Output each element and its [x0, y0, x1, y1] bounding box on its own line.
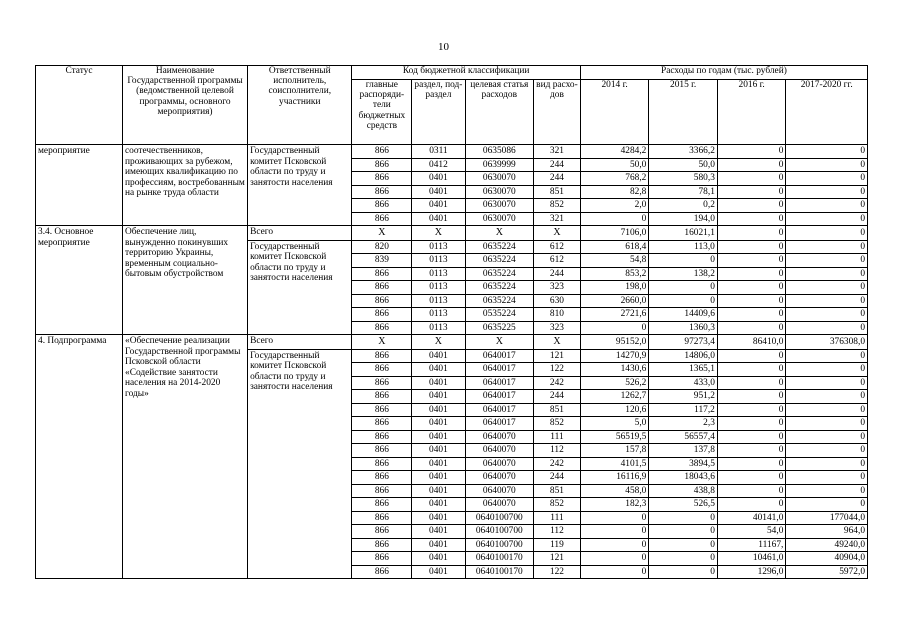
table-cell: 0	[717, 417, 786, 431]
table-cell: 866	[352, 390, 412, 404]
table-cell: 1430,6	[580, 363, 649, 377]
table-cell: 866	[352, 538, 412, 552]
table-cell: 0401	[412, 565, 465, 579]
table-cell: 0640070	[465, 430, 534, 444]
table-cell: 323	[534, 321, 581, 335]
table-cell: 10461,0	[717, 552, 786, 566]
total-cell: X	[534, 335, 581, 350]
table-body	[36, 145, 868, 579]
table-cell: 0	[717, 349, 786, 363]
table-cell: 0630070	[465, 172, 534, 186]
table-cell: 0	[786, 457, 868, 471]
table-cell: 0	[580, 212, 649, 226]
table-cell: 40141,0	[717, 511, 786, 525]
table-cell: 0	[649, 281, 718, 295]
table-cell: 851	[534, 403, 581, 417]
table-cell: 0	[786, 349, 868, 363]
table-cell: 0	[717, 390, 786, 404]
table-cell: 111	[534, 430, 581, 444]
table-cell: 866	[352, 484, 412, 498]
table-cell: 851	[534, 185, 581, 199]
table-cell: 866	[352, 349, 412, 363]
table-cell: 0	[649, 565, 718, 579]
table-cell: 2721,6	[580, 308, 649, 322]
table-cell: 0635224	[465, 254, 534, 268]
table-cell: 612	[534, 254, 581, 268]
table-cell: 0640100700	[465, 538, 534, 552]
table-cell: 120,6	[580, 403, 649, 417]
header-2016: 2016 г.	[717, 79, 786, 144]
table-cell: 0635225	[465, 321, 534, 335]
table-cell: 866	[352, 294, 412, 308]
table-cell: 0	[786, 158, 868, 172]
table-cell: 182,3	[580, 498, 649, 512]
table-cell: 16116,9	[580, 471, 649, 485]
table-cell: 0401	[412, 498, 465, 512]
table-cell: 0635086	[465, 145, 534, 159]
table-cell: 0	[717, 158, 786, 172]
table-cell: 157,8	[580, 444, 649, 458]
table-cell: 866	[352, 321, 412, 335]
table-cell: 0640070	[465, 457, 534, 471]
total-cell: X	[465, 335, 534, 350]
table-cell: 0640017	[465, 349, 534, 363]
table-cell: 0	[717, 363, 786, 377]
table-cell: 0	[717, 498, 786, 512]
table-cell: 0630070	[465, 212, 534, 226]
table-cell: 0640100170	[465, 552, 534, 566]
table-cell: 40904,0	[786, 552, 868, 566]
table-cell: 866	[352, 199, 412, 213]
table-cell: 810	[534, 308, 581, 322]
table-cell: 0	[717, 430, 786, 444]
table-cell: 0635224	[465, 294, 534, 308]
table-cell: 0	[717, 321, 786, 335]
table-cell: 768,2	[580, 172, 649, 186]
table-cell: 82,8	[580, 185, 649, 199]
header-target: целевая статья расходов	[465, 79, 534, 144]
table-cell: 526,5	[649, 498, 718, 512]
table-cell: 0640070	[465, 444, 534, 458]
table-cell: 0	[717, 457, 786, 471]
table-cell: 0635224	[465, 281, 534, 295]
table-cell: 0	[786, 145, 868, 159]
table-cell: 18043,6	[649, 471, 718, 485]
table-cell: 866	[352, 185, 412, 199]
table-cell: 11167,	[717, 538, 786, 552]
total-cell: X	[352, 335, 412, 350]
table-cell: 0113	[412, 294, 465, 308]
table-cell: 458,0	[580, 484, 649, 498]
table-cell: 0	[786, 254, 868, 268]
table-cell: 839	[352, 254, 412, 268]
table-cell: 0640100700	[465, 525, 534, 539]
table-cell: 5,0	[580, 417, 649, 431]
table-cell: 0	[580, 511, 649, 525]
table-cell: 0	[580, 538, 649, 552]
table-cell: 0401	[412, 511, 465, 525]
table-cell: 0	[786, 199, 868, 213]
table-cell: 112	[534, 444, 581, 458]
table-cell: 0	[786, 484, 868, 498]
table-cell: 321	[534, 145, 581, 159]
table-cell: 194,0	[649, 212, 718, 226]
table-cell: 1262,7	[580, 390, 649, 404]
table-cell: 56519,5	[580, 430, 649, 444]
table-cell: 964,0	[786, 525, 868, 539]
total-cell: 7106,0	[580, 226, 649, 241]
header-expenses: Расходы по годам (тыс. рублей)	[580, 66, 867, 80]
table-cell: 866	[352, 430, 412, 444]
table-cell: 244	[534, 390, 581, 404]
table-cell: 0	[717, 294, 786, 308]
table-cell: 0311	[412, 145, 465, 159]
table-cell: 138,2	[649, 267, 718, 281]
table-cell: 0	[786, 430, 868, 444]
table-cell: 0	[649, 552, 718, 566]
table-cell: 122	[534, 363, 581, 377]
table-cell: 0	[786, 444, 868, 458]
table-cell: 14409,6	[649, 308, 718, 322]
table-cell: 866	[352, 417, 412, 431]
total-cell: X	[352, 226, 412, 241]
table-cell: 0	[717, 254, 786, 268]
table-cell: 866	[352, 498, 412, 512]
table-cell: 1365,1	[649, 363, 718, 377]
total-row	[36, 226, 868, 241]
table-cell: 113,0	[649, 240, 718, 254]
table-cell: 0	[786, 294, 868, 308]
table-cell: 0	[717, 281, 786, 295]
table-cell: 56557,4	[649, 430, 718, 444]
table-cell: 0401	[412, 444, 465, 458]
table-cell: 951,2	[649, 390, 718, 404]
table-cell: 866	[352, 457, 412, 471]
table-cell: 0	[786, 403, 868, 417]
table-cell: 852	[534, 417, 581, 431]
table-cell: 242	[534, 457, 581, 471]
header-grbs: главные распоряди-тели бюджетных средств	[352, 79, 412, 144]
table-cell: 0	[786, 471, 868, 485]
table-cell: 0401	[412, 403, 465, 417]
table-cell: 866	[352, 281, 412, 295]
table-cell: 244	[534, 172, 581, 186]
total-cell: 376308,0	[786, 335, 868, 350]
table-cell: 0401	[412, 363, 465, 377]
table-cell: 0640017	[465, 390, 534, 404]
table-cell: 0113	[412, 240, 465, 254]
table-cell: 4101,5	[580, 457, 649, 471]
table-cell: 0	[717, 444, 786, 458]
table-cell: 0640017	[465, 376, 534, 390]
table-cell: 0	[717, 403, 786, 417]
total-cell: 95152,0	[580, 335, 649, 350]
table-cell: 0639999	[465, 158, 534, 172]
table-header	[36, 66, 868, 145]
program-name-cell: Обеспечение лиц, вынужденно покинувших территорию Украины, временным социально-бытовым обустройством	[123, 226, 248, 335]
responsible-cell: Государственный комитет Псковской области по труду и занятости населения	[248, 349, 352, 579]
header-name: Наименование Государственной программы (ведомственной целевой программы, основного мероприятия)	[123, 66, 248, 145]
header-2017-2020: 2017-2020 гг.	[786, 79, 868, 144]
table-cell: 0635224	[465, 267, 534, 281]
table-cell: 0	[786, 308, 868, 322]
page-number: 10	[438, 41, 449, 53]
total-label: Всего	[248, 226, 352, 241]
header-section: раздел, под-раздел	[412, 79, 465, 144]
table-cell: 119	[534, 538, 581, 552]
table-cell: 0	[786, 498, 868, 512]
table-cell: 866	[352, 565, 412, 579]
table-cell: 121	[534, 552, 581, 566]
table-cell: 0	[786, 363, 868, 377]
table-cell: 526,2	[580, 376, 649, 390]
table-cell: 0	[717, 471, 786, 485]
table-cell: 580,3	[649, 172, 718, 186]
table-cell: 0401	[412, 552, 465, 566]
table-cell: 0	[786, 267, 868, 281]
table-cell: 0401	[412, 430, 465, 444]
table-cell: 852	[534, 498, 581, 512]
table-cell: 198,0	[580, 281, 649, 295]
header-budget-code: Код бюджетной классификации	[352, 66, 580, 80]
status-cell: 4. Подпрограмма	[36, 335, 123, 579]
table-cell: 244	[534, 267, 581, 281]
table-cell: 0	[649, 538, 718, 552]
table-cell: 0	[717, 172, 786, 186]
table-cell: 0640070	[465, 471, 534, 485]
table-cell: 1296,0	[717, 565, 786, 579]
table-cell: 0113	[412, 254, 465, 268]
table-cell: 117,2	[649, 403, 718, 417]
table-cell: 244	[534, 158, 581, 172]
table-cell: 111	[534, 511, 581, 525]
total-cell: X	[412, 335, 465, 350]
header-responsible: Ответственный исполнитель, соисполнители, участники	[248, 66, 352, 145]
table-cell: 866	[352, 212, 412, 226]
total-cell: 16021,1	[649, 226, 718, 241]
table-cell: 137,8	[649, 444, 718, 458]
table-cell: 0401	[412, 185, 465, 199]
table-cell: 0	[786, 172, 868, 186]
table-cell: 0640017	[465, 403, 534, 417]
table-cell: 3894,5	[649, 457, 718, 471]
program-name-cell: «Обеспечение реализации Государственной программы Псковской области «Содействие занятости населения на 2014-2020 годы»	[123, 335, 248, 579]
table-cell: 0,2	[649, 199, 718, 213]
table-cell: 244	[534, 471, 581, 485]
table-cell: 122	[534, 565, 581, 579]
table-cell: 0640100700	[465, 511, 534, 525]
total-cell: 0	[717, 226, 786, 241]
table-cell: 0640070	[465, 484, 534, 498]
table-cell: 866	[352, 363, 412, 377]
table-cell: 14806,0	[649, 349, 718, 363]
table-cell: 0	[717, 185, 786, 199]
table-cell: 0401	[412, 376, 465, 390]
table-cell: 612	[534, 240, 581, 254]
total-cell: X	[465, 226, 534, 241]
table-cell: 3366,2	[649, 145, 718, 159]
table-cell: 866	[352, 308, 412, 322]
header-type: вид расхо-дов	[534, 79, 581, 144]
table-cell: 0630070	[465, 199, 534, 213]
table-cell: 0	[786, 390, 868, 404]
header-2014: 2014 г.	[580, 79, 649, 144]
table-cell: 242	[534, 376, 581, 390]
table-cell: 0	[717, 484, 786, 498]
table-cell: 0401	[412, 538, 465, 552]
total-row	[36, 335, 868, 350]
table-cell: 0635224	[465, 240, 534, 254]
table-cell: 0	[786, 417, 868, 431]
table-cell: 0640017	[465, 363, 534, 377]
table-cell: 0	[717, 199, 786, 213]
total-label: Всего	[248, 335, 352, 350]
table-cell: 0	[580, 525, 649, 539]
responsible-cell: Государственный комитет Псковской области по труду и занятости населения	[248, 145, 352, 226]
table-cell: 866	[352, 376, 412, 390]
table-cell: 0113	[412, 308, 465, 322]
table-cell: 4284,2	[580, 145, 649, 159]
header-status: Статус	[36, 66, 123, 145]
table-cell: 0401	[412, 349, 465, 363]
table-cell: 0	[580, 552, 649, 566]
table-cell: 0401	[412, 471, 465, 485]
budget-table	[35, 65, 868, 579]
table-cell: 49240,0	[786, 538, 868, 552]
table-cell: 50,0	[649, 158, 718, 172]
table-cell: 0	[649, 254, 718, 268]
table-cell: 0	[786, 321, 868, 335]
total-cell: X	[534, 226, 581, 241]
table-cell: 50,0	[580, 158, 649, 172]
table-cell: 866	[352, 403, 412, 417]
responsible-cell: Государственный комитет Псковской области по труду и занятости населения	[248, 240, 352, 335]
table-cell: 0	[786, 185, 868, 199]
header-2015: 2015 г.	[649, 79, 718, 144]
table-cell: 0401	[412, 172, 465, 186]
table-cell: 0401	[412, 417, 465, 431]
table-cell: 5972,0	[786, 565, 868, 579]
table-cell: 321	[534, 212, 581, 226]
total-cell: 0	[786, 226, 868, 241]
table-cell: 0412	[412, 158, 465, 172]
table-cell: 0535224	[465, 308, 534, 322]
table-cell: 0	[649, 511, 718, 525]
table-cell: 866	[352, 158, 412, 172]
table-cell: 866	[352, 444, 412, 458]
table-cell: 0401	[412, 390, 465, 404]
table-cell: 0640100170	[465, 565, 534, 579]
table-cell: 820	[352, 240, 412, 254]
table-cell: 0	[717, 308, 786, 322]
total-cell: 86410,0	[717, 335, 786, 350]
table-cell: 866	[352, 471, 412, 485]
total-cell: 97273,4	[649, 335, 718, 350]
table-cell: 0401	[412, 457, 465, 471]
table-cell: 0	[786, 376, 868, 390]
table-cell: 14270,9	[580, 349, 649, 363]
table-cell: 0	[649, 525, 718, 539]
program-name-cell: соотечественников, проживающих за рубежом, имеющих квалификацию по профессиям, востребованным на рынке труда области	[123, 145, 248, 226]
table-cell: 121	[534, 349, 581, 363]
table-cell: 0	[717, 212, 786, 226]
table-cell: 852	[534, 199, 581, 213]
table-cell: 851	[534, 484, 581, 498]
total-cell: X	[412, 226, 465, 241]
table-cell: 618,4	[580, 240, 649, 254]
table-cell: 0	[580, 321, 649, 335]
table-cell: 866	[352, 172, 412, 186]
table-cell: 323	[534, 281, 581, 295]
table-cell: 0401	[412, 525, 465, 539]
table-cell: 0	[717, 240, 786, 254]
table-cell: 0401	[412, 212, 465, 226]
table-cell: 0640070	[465, 498, 534, 512]
table-cell: 866	[352, 267, 412, 281]
table-cell: 0	[649, 294, 718, 308]
table-cell: 433,0	[649, 376, 718, 390]
table-cell: 78,1	[649, 185, 718, 199]
table-cell: 177044,0	[786, 511, 868, 525]
table-cell: 853,2	[580, 267, 649, 281]
table-cell: 0113	[412, 281, 465, 295]
table-cell: 0	[717, 145, 786, 159]
table-cell: 866	[352, 511, 412, 525]
table-cell: 0	[786, 240, 868, 254]
table-cell: 1360,3	[649, 321, 718, 335]
table-cell: 0	[786, 212, 868, 226]
table-cell: 866	[352, 525, 412, 539]
table-cell: 0113	[412, 267, 465, 281]
table-cell: 112	[534, 525, 581, 539]
table-cell: 866	[352, 145, 412, 159]
table-row	[36, 145, 868, 159]
table-cell: 54,8	[580, 254, 649, 268]
table-cell: 0401	[412, 484, 465, 498]
table-cell: 54,0	[717, 525, 786, 539]
table-cell: 0640017	[465, 417, 534, 431]
table-cell: 438,8	[649, 484, 718, 498]
table-cell: 0401	[412, 199, 465, 213]
table-cell: 2,0	[580, 199, 649, 213]
table-cell: 0	[580, 565, 649, 579]
table-cell: 866	[352, 552, 412, 566]
table-cell: 2660,0	[580, 294, 649, 308]
table-cell: 2,3	[649, 417, 718, 431]
table-cell: 630	[534, 294, 581, 308]
status-cell: мероприятие	[36, 145, 123, 226]
table-cell: 0	[717, 267, 786, 281]
table-cell: 0113	[412, 321, 465, 335]
table-cell: 0	[786, 281, 868, 295]
table-cell: 0	[717, 376, 786, 390]
table-cell: 0630070	[465, 185, 534, 199]
status-cell: 3.4. Основное мероприятие	[36, 226, 123, 335]
